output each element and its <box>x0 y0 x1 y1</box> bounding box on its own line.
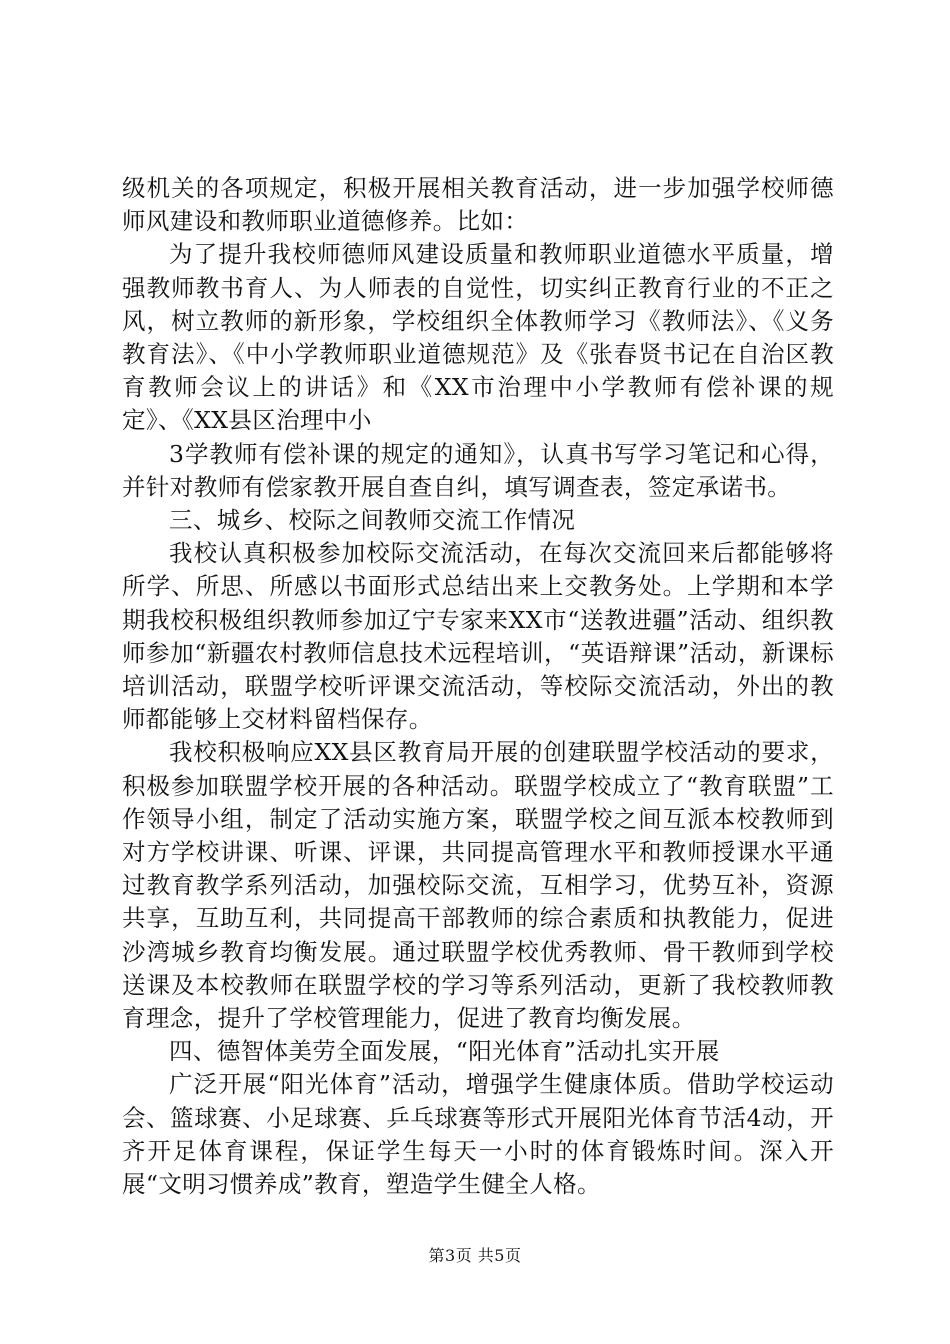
section-heading-sunshine-sports: 四、德智体美劳全面发展，“阳光体育”活动扎实开展 <box>169 1037 720 1066</box>
page-number-footer: 第3页 共5页 <box>428 1246 522 1265</box>
paragraph-exchange-activities: 我校认真积极参加校际交流活动，在每次交流回来后都能够将所学、所思、所感以书面形式总结出来上交教务处。上学期和本学期我校积极组织教师参加辽宁专家来XX市“送教进疆”活动、组织教师参加“新疆农村教师信息技术远程培训，“英语辩课”活动，新课标培训活动，联盟学校听评课交流活动，等校际交流活动，外出的教师都能够上交材料留档保存。 <box>122 539 834 734</box>
section-heading-exchange: 三、城乡、校际之间教师交流工作情况 <box>169 506 576 535</box>
paragraph-study-regulations: 为了提升我校师德师风建设质量和教师职业道德水平质量，增强教师教书育人、为人师表的自觉性，切实纠正教育行业的不正之风，树立教师的新形象，学校组织全体教师学习《教师法》、《义务教育法》、《中小学教师职业道德规范》及《张春贤书记在自治区教育教师会议上的讲话》和《XX市治理中小学教师有偿补课的规定》、《XX县区治理中小 <box>122 240 834 435</box>
document-body <box>122 172 834 1201</box>
paragraph-alliance-schools: 我校积极响应XX县区教育局开展的创建联盟学校活动的要求，积极参加联盟学校开展的各种活动。联盟学校成立了“教育联盟”工作领导小组，制定了活动实施方案，联盟学校之间互派本校教师到对方学校讲课、听课、评课，共同提高管理水平和教师授课水平通过教育教学系列活动，加强校际交流，互相学习，优势互补，资源共享，互助互利，共同提高干部教师的综合素质和执教能力，促进沙湾城乡教育均衡发展。通过联盟学校优秀教师、骨干教师到学校送课及本校教师在联盟学校的学习等系列活动，更新了我校教师教育理念，提升了学校管理能力，促进了教育均衡发展。 <box>122 738 834 1033</box>
paragraph-study-notes: 3学教师有偿补课的规定的通知》，认真书写学习笔记和心得，并针对教师有偿家教开展自查自纠，填写调查表，签定承诺书。 <box>122 439 834 501</box>
paragraph-sunshine-sports: 广泛开展“阳光体育”活动，增强学生健康体质。借助学校运动会、篮球赛、小足球赛、乒乓球赛等形式开展阳光体育节活4动，开齐开足体育课程，保证学生每天一小时的体育锻炼时间。深入开展“文明习惯养成”教育，塑造学生健全人格。 <box>122 1070 834 1199</box>
paragraph-continuation: 级机关的各项规定，积极开展相关教育活动，进一步加强学校师德师风建设和教师职业道德修养。比如： <box>122 174 834 236</box>
